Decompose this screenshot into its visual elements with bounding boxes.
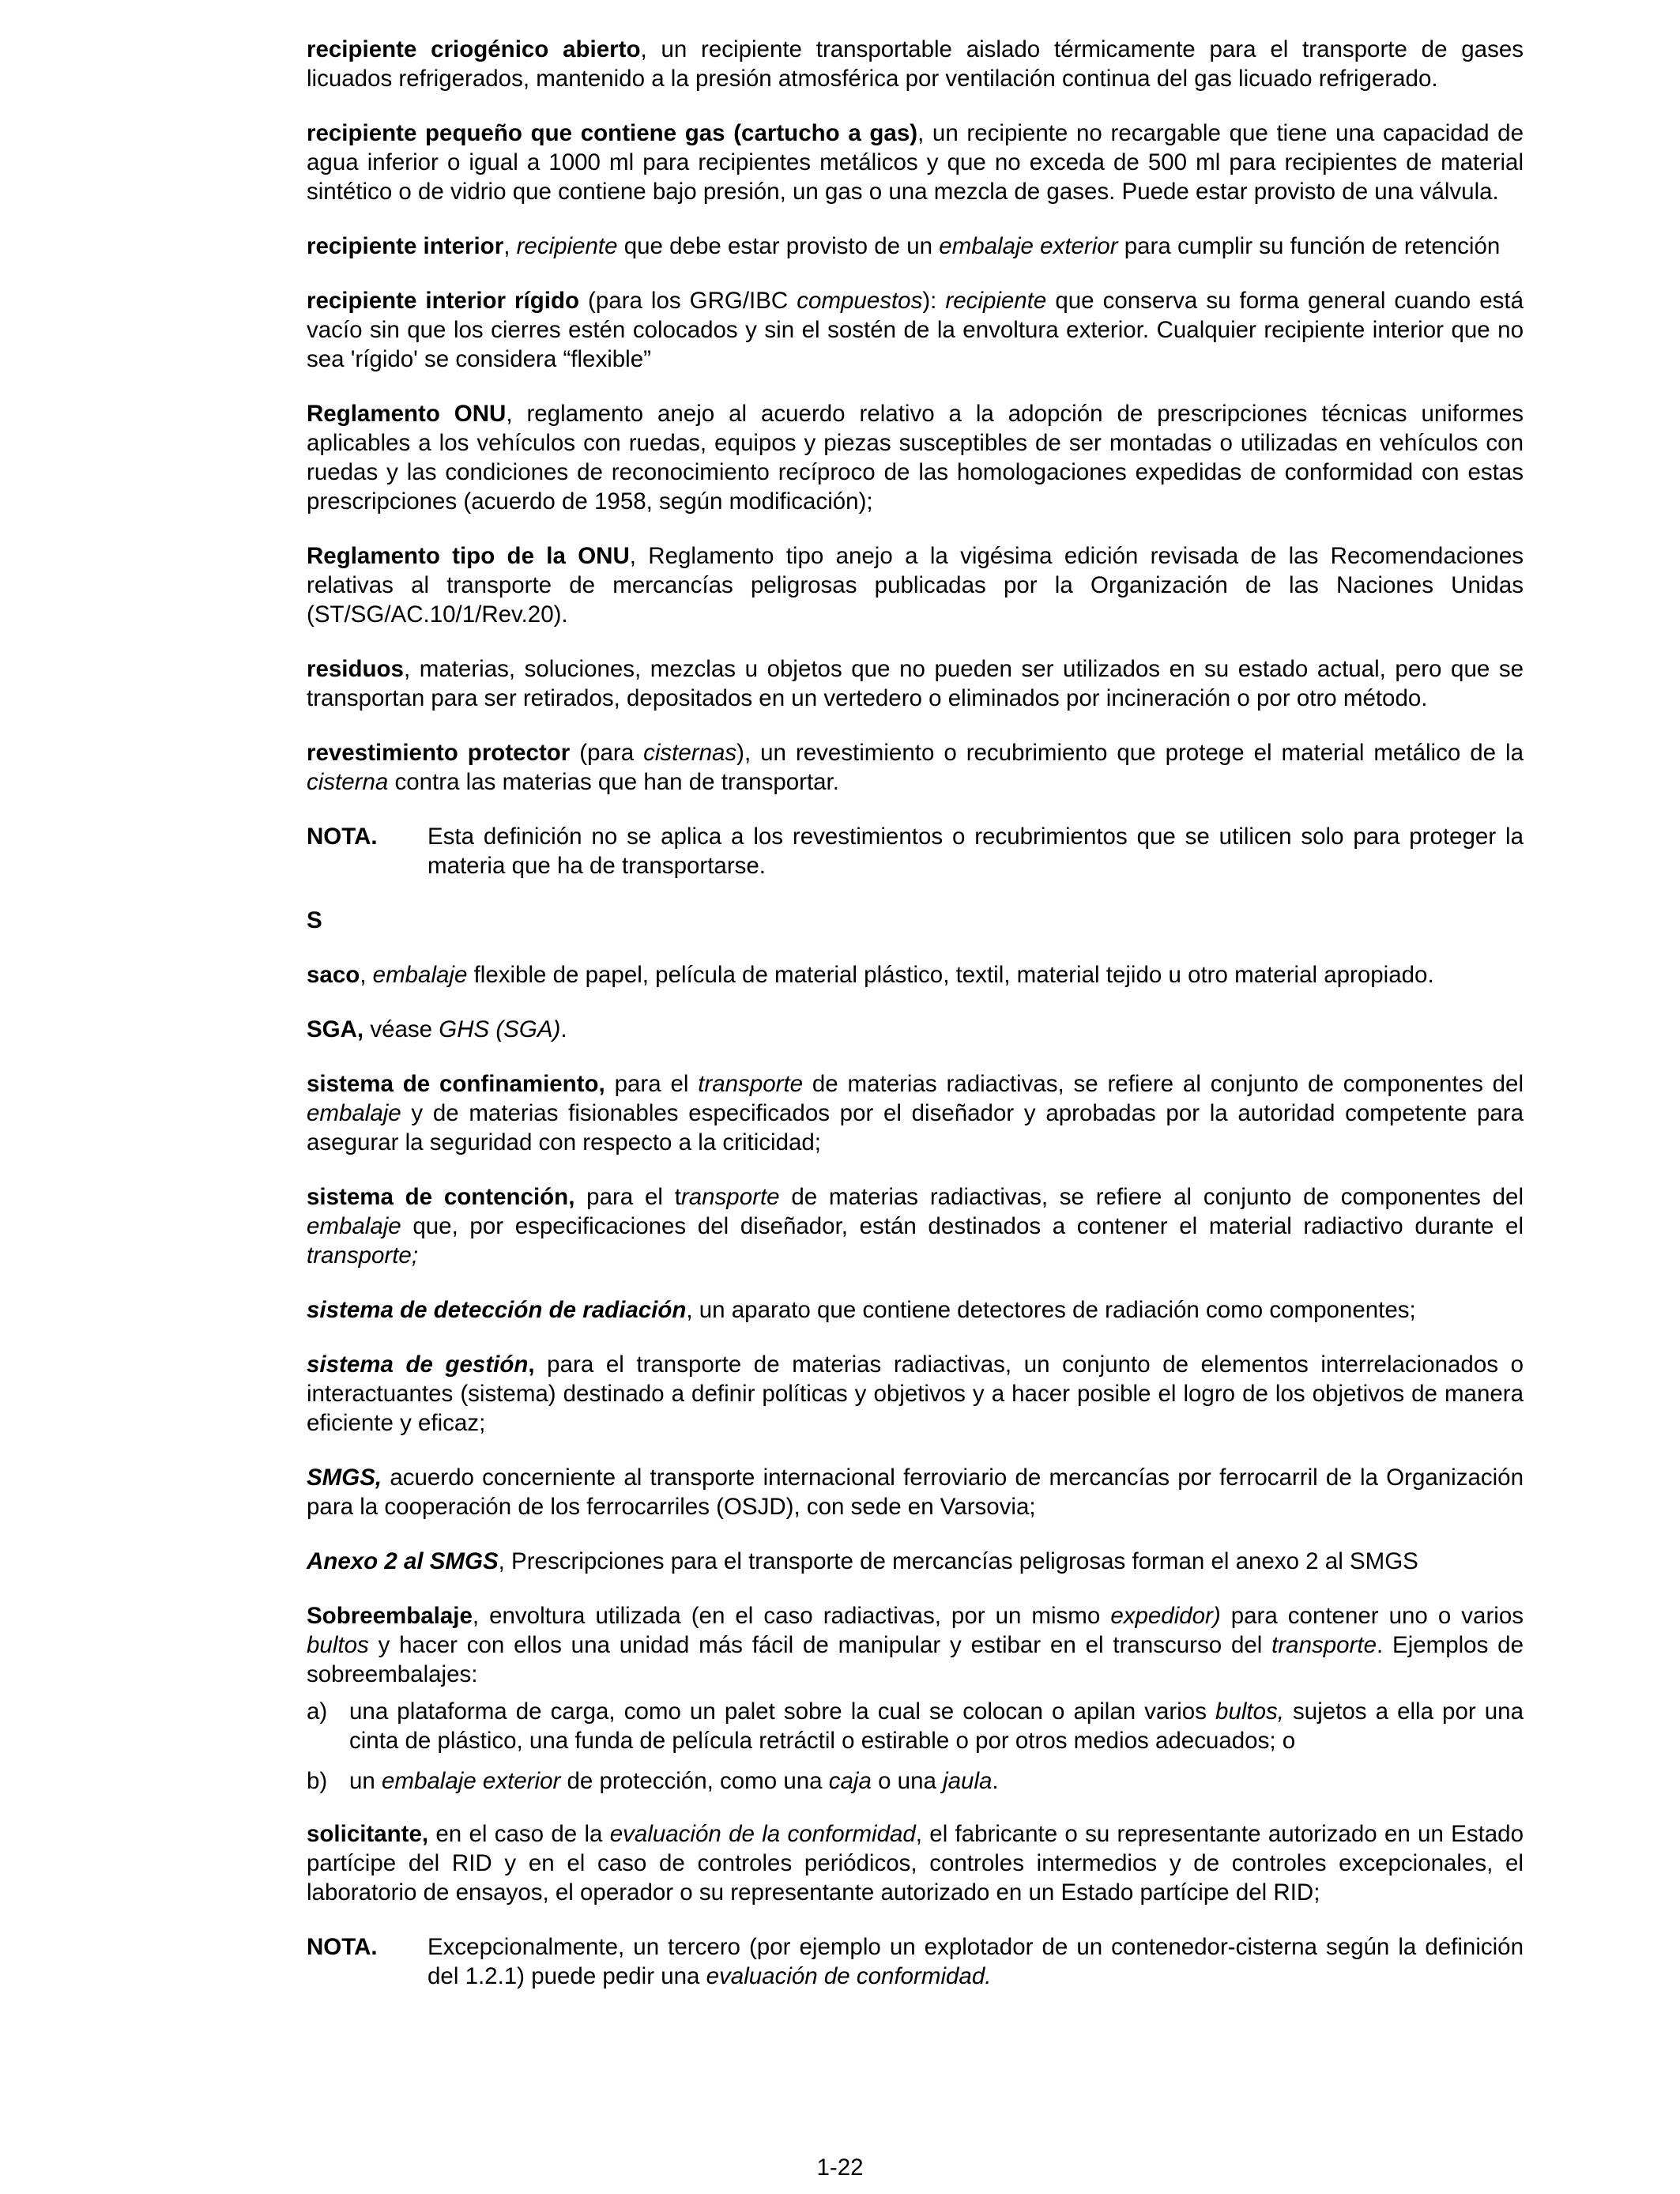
body-text: , envoltura utilizada (en el caso radiactivas, por un mismo	[472, 1603, 1111, 1629]
term-text: Reglamento ONU	[307, 401, 507, 427]
note-label: NOTA.	[307, 824, 378, 850]
body-text: transporte	[698, 1071, 804, 1097]
definitions-group-s	[307, 960, 1524, 1689]
term-text: Sobreembalaje	[307, 1603, 473, 1629]
definition-entry	[307, 119, 1524, 206]
body-text: flexible de papel, película de material plástico, textil, material tejido u otro material apropiado.	[467, 962, 1434, 988]
body-text: de protección, como una	[560, 1768, 829, 1794]
term-text: saco	[307, 962, 360, 988]
definition-entry	[307, 232, 1524, 261]
term-text: ,	[528, 1351, 535, 1378]
body-text: transporte;	[307, 1242, 419, 1269]
body-text: evaluación de la conformidad	[609, 1821, 916, 1847]
body-text: expedidor)	[1110, 1603, 1221, 1629]
body-text: ,	[503, 233, 517, 259]
definition-entry	[307, 1547, 1524, 1576]
body-text: acuerdo concerniente al transporte internacional ferroviario de mercancías por ferrocarril de la Organización para la cooperación de los ferrocarriles (OSJD), con sede en Varsovia;	[307, 1465, 1524, 1520]
body-text: GHS (SGA)	[439, 1016, 561, 1042]
body-text: , Prescripciones para el transporte de mercancías peligrosas forman el anexo 2 al SMGS	[498, 1548, 1418, 1574]
body-text: y de materias fisionables especificados por el diseñador y aprobadas por la autoridad competente para asegurar la seguridad con respecto a la criticidad;	[307, 1100, 1524, 1155]
body-text: ), un revestimiento o recubrimiento que protege el material metálico de la	[736, 740, 1524, 766]
body-text: jaula	[943, 1768, 993, 1794]
body-text: cisternas	[643, 740, 737, 766]
definition-entry	[307, 1295, 1524, 1325]
definition-entry	[307, 399, 1524, 516]
body-text: (para	[570, 740, 644, 766]
note-block	[307, 1932, 1524, 1991]
body-text: o una	[871, 1768, 944, 1794]
body-text: embalaje exterior	[382, 1768, 561, 1794]
body-text: que debe estar provisto de un	[617, 233, 940, 259]
body-text: embalaje	[307, 1213, 401, 1239]
definition-entry	[307, 654, 1524, 713]
body-text: bultos	[307, 1632, 369, 1658]
term-text: sistema de contención,	[307, 1184, 575, 1210]
body-text: que, por especificaciones del diseñador, están destinados a contener el material radiactivo durante el	[401, 1213, 1524, 1239]
term-text: recipiente interior	[307, 233, 504, 259]
list-marker: a)	[307, 1698, 328, 1725]
term-text: Anexo 2 al SMGS	[307, 1548, 499, 1574]
document-body	[307, 35, 1524, 2016]
body-text: , reglamento anejo al acuerdo relativo a la adopción de prescripciones técnicas uniformes aplicables a los vehículos con ruedas, equipos y piezas susceptibles de ser montadas o utilizadas en vehículos con ruedas y las condiciones de reconocimiento recíproco de las homologaciones expedidas de conformidad con estas prescripciones (acuerdo de 1958, según modificación);	[307, 401, 1524, 515]
note-text: Esta definición no se aplica a los revestimientos o recubrimientos que se utilicen solo para proteger la materia que ha de transportarse.	[428, 824, 1524, 879]
body-text: bultos,	[1215, 1698, 1284, 1725]
term-text: SMGS,	[307, 1465, 382, 1491]
body-text: para el	[605, 1071, 699, 1097]
example-list	[307, 1697, 1524, 1796]
body-text: recipiente	[945, 288, 1047, 314]
definition-entry	[307, 541, 1524, 629]
term-text: Reglamento tipo de la ONU	[307, 543, 630, 569]
body-text: .	[992, 1768, 999, 1794]
body-text: transporte	[1271, 1632, 1377, 1658]
note-text	[428, 1932, 1524, 1991]
term-text: revestimiento protector	[307, 740, 571, 766]
term-text: recipiente interior rígido	[307, 288, 579, 314]
body-text: . Ejemplos de sobreembalajes:	[307, 1632, 1524, 1687]
body-text: recipiente	[516, 233, 618, 259]
body-text: para el transporte de materias radiactivas, un conjunto de elementos interrelacionados o interactuantes (sistema) destinado a definir políticas y objetivos y a hacer posible el logro de los objetivos de manera eficiente y eficaz;	[307, 1351, 1524, 1436]
note-label: NOTA.	[307, 1934, 378, 1960]
note-block	[307, 822, 1524, 880]
body-text: embalaje exterior	[939, 233, 1118, 259]
list-item-text	[349, 1766, 1524, 1796]
term-text: SGA,	[307, 1016, 364, 1042]
body-text: que conserva su forma general cuando está vacío sin que los cierres estén colocados y sin el sostén de la envoltura exterior. Cualquier recipiente interior que no sea 'rígido' se considera “flexible”	[307, 288, 1524, 372]
body-text: , materias, soluciones, mezclas u objetos que no pueden ser utilizados en su estado actual, pero que se transportan para ser retirados, depositados en un vertedero o eliminados por incineración o por otro método.	[307, 656, 1524, 711]
term-text: recipiente pequeño que contiene gas (cartucho a gas)	[307, 120, 918, 146]
body-text: cisterna	[307, 769, 389, 795]
body-text: sujetos a ella por una cinta de plástico, una funda de película retráctil o estirable o por otros medios adecuados; o	[349, 1698, 1524, 1754]
section-letter-heading: S	[307, 907, 322, 933]
term-text: sistema de gestión	[307, 1351, 529, 1378]
body-text: véase	[363, 1016, 439, 1042]
definition-entry	[307, 1601, 1524, 1689]
body-text: ):	[922, 288, 946, 314]
term-text: residuos	[307, 656, 404, 682]
body-text: y hacer con ellos una unidad más fácil de manipular y estibar en el transcurso del	[368, 1632, 1272, 1658]
term-text: sistema de confinamiento,	[307, 1071, 605, 1097]
definition-entry	[307, 1182, 1524, 1270]
body-text: ,	[360, 962, 373, 988]
body-text: caja	[828, 1768, 872, 1794]
body-text: , Reglamento tipo anejo a la vigésima edición revisada de las Recomendaciones relativas al transporte de mercancías peligrosas publicadas por la Organización de las Naciones Unidas (ST/SG/AC.10/1/Rev.20).	[307, 543, 1524, 628]
page-number: 1-22	[816, 2154, 864, 2181]
body-text: ransporte	[680, 1184, 780, 1210]
body-text: embalaje	[307, 1100, 401, 1126]
body-text: , un recipiente transportable aislado térmicamente para el transporte de gases licuados refrigerados, mantenido a la presión atmosférica por ventilación continua del gas licuado refrigerado.	[307, 36, 1524, 92]
body-text: Excepcionalmente, un tercero (por ejemplo un explotador de un contenedor-cisterna según la definición del 1.2.1) puede pedir una	[428, 1934, 1524, 1989]
definition-entry	[307, 738, 1524, 797]
term-text: recipiente criogénico abierto	[307, 36, 641, 62]
body-text: , un recipiente no recargable que tiene una capacidad de agua inferior o igual a 1000 ml para recipientes metálicos y que no exceda de 500 ml para recipientes de material sintético o de vidrio que contiene bajo presión, un gas o una mezcla de gases. Puede estar provisto de una válvula.	[307, 120, 1524, 205]
body-text: .	[560, 1016, 567, 1042]
definition-entry	[307, 960, 1524, 990]
body-text: , el fabricante o su representante autorizado en un Estado partícipe del RID y en el caso de controles periódicos, controles intermedios y de controles excepcionales, el laboratorio de ensayos, el operador o su representante autorizado en un Estado partícipe del RID;	[307, 1821, 1524, 1906]
term-text: solicitante,	[307, 1821, 429, 1847]
body-text: en el caso de la	[428, 1821, 610, 1847]
definition-entry	[307, 1463, 1524, 1521]
body-text: para cumplir su función de retención	[1117, 233, 1501, 259]
body-text: una plataforma de carga, como un palet sobre la cual se colocan o apilan varios	[349, 1698, 1216, 1725]
body-text: compuestos	[797, 288, 923, 314]
list-item-text	[349, 1697, 1524, 1755]
list-item	[307, 1766, 1524, 1796]
body-text: (para los GRG/IBC	[578, 288, 797, 314]
list-marker: b)	[307, 1768, 328, 1794]
body-text: , un aparato que contiene detectores de radiación como componentes;	[686, 1297, 1416, 1323]
body-text: un	[349, 1768, 382, 1794]
definition-entry	[307, 286, 1524, 374]
definition-entry	[307, 1015, 1524, 1044]
definition-entry	[307, 1069, 1524, 1157]
list-item	[307, 1697, 1524, 1755]
body-text: embalaje	[372, 962, 468, 988]
definition-entry	[307, 1819, 1524, 1907]
body-text: evaluación de conformidad.	[706, 1963, 992, 1989]
body-text: contra las materias que han de transportar.	[388, 769, 839, 795]
definitions-group-r	[307, 35, 1524, 797]
definition-entry	[307, 1350, 1524, 1438]
body-text: de materias radiactivas, se refiere al conjunto de componentes del	[779, 1184, 1524, 1210]
term-text: sistema de detección de radiación	[307, 1297, 687, 1323]
body-text: para el t	[574, 1184, 681, 1210]
body-text: para contener uno o varios	[1220, 1603, 1524, 1629]
body-text: de materias radiactivas, se refiere al conjunto de componentes del	[803, 1071, 1524, 1097]
definition-entry	[307, 35, 1524, 93]
